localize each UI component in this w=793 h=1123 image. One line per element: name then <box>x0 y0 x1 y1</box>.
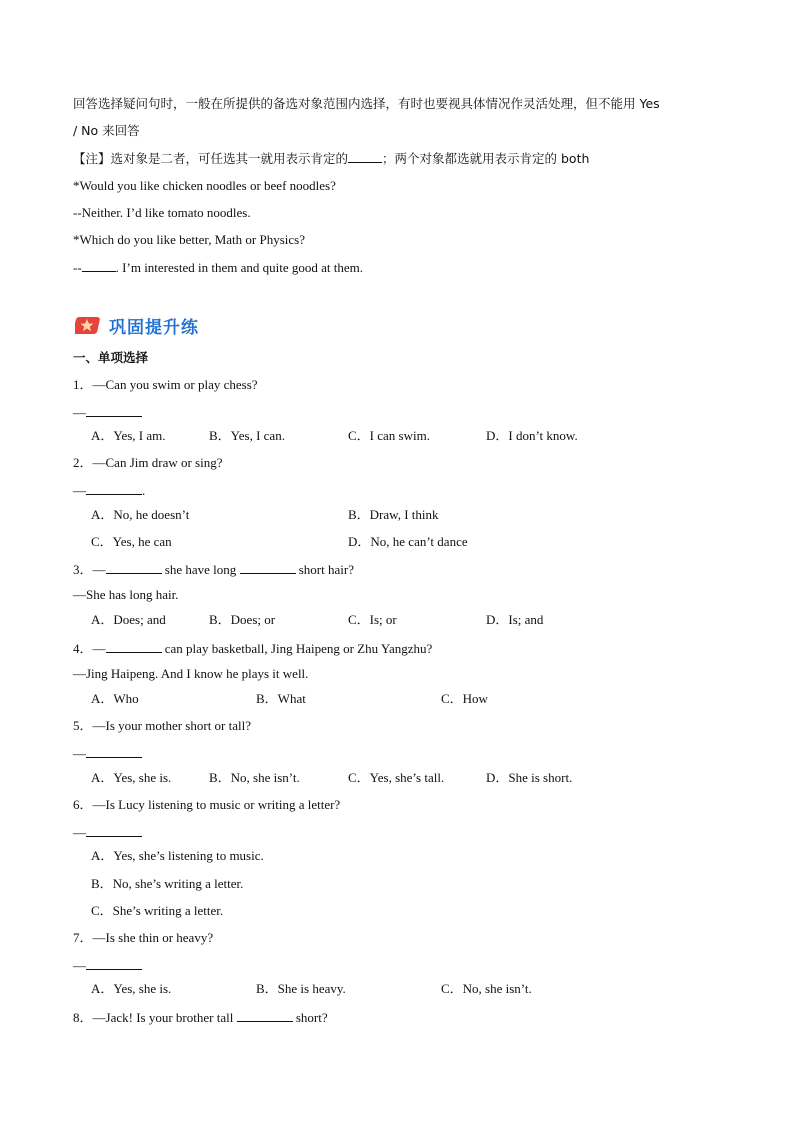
question-blank <box>106 640 162 653</box>
example-2-question: *Which do you like better, Math or Physics? <box>73 232 305 247</box>
reply-4: —Jing Haipeng. And I know he plays it well. <box>73 666 309 681</box>
option-6b[interactable]: B．No, she’s writing a letter. <box>91 876 244 891</box>
option-3d[interactable]: D．Is; and <box>486 612 544 627</box>
question-stem-end: short hair? <box>295 562 354 577</box>
answer-blank <box>86 824 142 837</box>
option-5b[interactable]: B．No, she isn’t. <box>209 770 300 785</box>
answer-blank <box>86 482 142 495</box>
answer-line-1 <box>73 404 142 421</box>
question-number: 5． <box>73 718 93 733</box>
option-6a[interactable]: A．Yes, she’s listening to music. <box>91 848 264 863</box>
subheading: 一、单项选择 <box>73 350 149 365</box>
reply-3: —She has long hair. <box>73 587 179 602</box>
example-2-answer <box>73 259 363 276</box>
question-number: 1． <box>73 377 93 392</box>
option-5c[interactable]: C．Yes, she’s tall. <box>348 770 445 785</box>
option-7b[interactable]: B．She is heavy. <box>256 981 346 996</box>
note-text-b: ；两个对象都选就用表示肯定的 both <box>382 151 590 166</box>
question-7 <box>73 930 213 946</box>
question-number: 8． <box>73 1010 93 1025</box>
option-1d[interactable]: D．I don’t know. <box>486 428 578 443</box>
option-3b[interactable]: B．Does; or <box>209 612 276 627</box>
question-number: 3． <box>73 562 93 577</box>
example-2-dash: -- <box>73 260 82 275</box>
question-stem-end: short? <box>292 1010 328 1025</box>
question-stem: —Can Jim draw or sing? <box>92 455 223 470</box>
answer-blank <box>86 404 142 417</box>
option-2a[interactable]: A．No, he doesn’t <box>91 507 190 522</box>
question-6 <box>73 797 340 813</box>
question-stem: —Can you swim or play chess? <box>92 377 258 392</box>
question-stem-start: —Jack! Is your brother tall <box>92 1010 237 1025</box>
intro-line-1: 回答选择疑问句时，一般在所提供的备选对象范围内选择，有时也要视具体情况作灵活处理，但不能用 Yes <box>73 96 660 111</box>
option-1c[interactable]: C．I can swim. <box>348 428 430 443</box>
question-number: 7． <box>73 930 93 945</box>
answer-dash: — <box>73 746 86 761</box>
option-3c[interactable]: C．Is; or <box>348 612 397 627</box>
note-line <box>73 150 589 167</box>
option-4a[interactable]: A．Who <box>91 691 139 706</box>
answer-line-5 <box>73 745 142 762</box>
answer-dash: — <box>73 825 86 840</box>
section-title-text: 巩固提升练 <box>109 317 199 338</box>
example-1-answer: --Neither. I’d like tomato noodles. <box>73 205 251 220</box>
note-text-a: 【注】选对象是二者，可任选其一就用表示肯定的 <box>73 151 349 166</box>
example-1-question: *Would you like chicken noodles or beef noodles? <box>73 178 336 193</box>
option-2d[interactable]: D．No, he can’t dance <box>348 534 468 549</box>
question-stem-mid: she have long <box>161 562 240 577</box>
option-3a[interactable]: A．Does; and <box>91 612 166 627</box>
question-blank-2 <box>240 561 296 574</box>
option-7a[interactable]: A．Yes, she is. <box>91 981 172 996</box>
question-4 <box>73 640 432 657</box>
option-2c[interactable]: C．Yes, he can <box>91 534 172 549</box>
note-blank <box>348 150 382 163</box>
question-stem: —Is she thin or heavy? <box>92 930 214 945</box>
question-stem: —Is Lucy listening to music or writing a letter? <box>92 797 341 812</box>
answer-dash: — <box>73 483 86 498</box>
question-stem: —Is your mother short or tall? <box>92 718 252 733</box>
option-5a[interactable]: A．Yes, she is. <box>91 770 172 785</box>
question-5 <box>73 718 251 734</box>
answer-blank <box>86 957 142 970</box>
answer-line-6 <box>73 824 142 841</box>
question-dash: — <box>92 641 106 656</box>
answer-blank <box>86 745 142 758</box>
answer-line-2 <box>73 482 145 499</box>
option-2b[interactable]: B．Draw, I think <box>348 507 439 522</box>
star-icon <box>75 314 103 336</box>
question-dash: — <box>92 562 106 577</box>
option-1b[interactable]: B．Yes, I can. <box>209 428 285 443</box>
answer-dash: — <box>73 405 86 420</box>
question-1 <box>73 377 258 393</box>
option-7c[interactable]: C．No, she isn’t. <box>441 981 532 996</box>
option-1a[interactable]: A．Yes, I am. <box>91 428 166 443</box>
example-2-blank <box>82 259 116 272</box>
intro-line-2: / No 来回答 <box>73 123 140 138</box>
question-blank <box>237 1009 293 1022</box>
answer-period: . <box>142 483 146 498</box>
option-4b[interactable]: B．What <box>256 691 306 706</box>
question-number: 4． <box>73 641 93 656</box>
question-number: 6． <box>73 797 93 812</box>
answer-dash: — <box>73 958 86 973</box>
question-number: 2． <box>73 455 93 470</box>
answer-line-7 <box>73 957 142 974</box>
question-3 <box>73 561 354 578</box>
option-4c[interactable]: C．How <box>441 691 488 706</box>
question-2 <box>73 455 223 471</box>
option-6c[interactable]: C．She’s writing a letter. <box>91 903 224 918</box>
section-title <box>75 312 199 338</box>
example-2-rest: . I’m interested in them and quite good at them. <box>115 260 363 275</box>
option-5d[interactable]: D．She is short. <box>486 770 573 785</box>
question-8 <box>73 1009 328 1026</box>
question-stem-rest: can play basketball, Jing Haipeng or Zhu Yangzhu? <box>161 641 433 656</box>
question-blank-1 <box>106 561 162 574</box>
